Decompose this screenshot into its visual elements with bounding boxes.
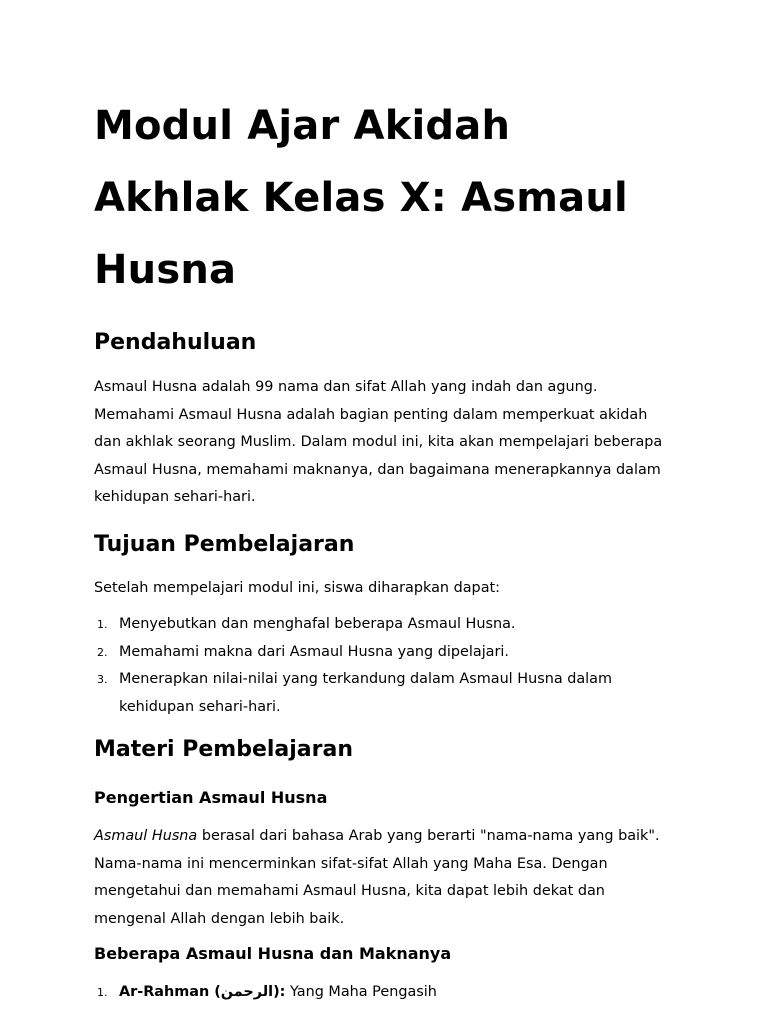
name-meaning: Yang Maha Pengasih [285, 984, 437, 1000]
paragraph-pendahuluan: Asmaul Husna adalah 99 nama dan sifat Allah yang indah dan agung. Memahami Asmaul Husna adalah bagian penting dalam memperkuat akidah dan akhlak seorang Muslim. Dalam modul ini, kita akan mempelajari beberapa Asmaul Husna, memahami maknanya, dan bagaimana menerapkannya dalam kehidupan sehari-hari. [94, 379, 663, 505]
paragraph-pengertian [94, 823, 674, 933]
list-number: 3. [97, 673, 108, 686]
list-number: 1. [97, 986, 108, 999]
subheading-beberapa-asmaul-husna: Beberapa Asmaul Husna dan Maknanya [94, 944, 452, 963]
paragraph-tujuan-intro: Setelah mempelajari modul ini, siswa diharapkan dapat: [94, 579, 501, 596]
goals-list [94, 611, 674, 721]
name-label [119, 984, 285, 1000]
heading-pendahuluan: Pendahuluan [94, 330, 257, 355]
name-close: ): [273, 984, 286, 1000]
heading-materi-pembelajaran: Materi Pembelajaran [94, 737, 353, 762]
name-arabic: الرحمن [220, 984, 274, 1000]
list-number: 1. [97, 618, 108, 631]
list-number: 2. [97, 645, 108, 659]
list-item-text: Memahami makna dari Asmaul Husna yang dipelajari. [119, 643, 509, 660]
subheading-pengertian: Pengertian Asmaul Husna [94, 788, 328, 807]
list-item [94, 611, 674, 639]
document-title: Modul Ajar Akidah Akhlak Kelas X: Asmaul Husna [94, 103, 628, 293]
name-latin: Ar-Rahman ( [119, 984, 221, 1000]
heading-tujuan-pembelajaran: Tujuan Pembelajaran [94, 531, 355, 557]
list-item-text: Menyebutkan dan menghafal beberapa Asmaul Husna. [119, 616, 516, 632]
asmaul-husna-list [94, 979, 674, 1007]
list-item [94, 979, 674, 1007]
paragraph-pengertian-text: berasal dari bahasa Arab yang berarti "nama-nama yang baik". Nama-nama ini mencerminkan sifat-sifat Allah yang Maha Esa. Dengan mengetahui dan memahami Asmaul Husna, kita dapat lebih dekat dan mengenal Allah dengan lebih baik. [94, 828, 660, 927]
list-item [94, 639, 674, 667]
list-item [94, 666, 674, 721]
term-asmaul-husna: Asmaul Husna [94, 828, 198, 844]
list-item-text: Menerapkan nilai-nilai yang terkandung dalam Asmaul Husna dalam kehidupan sehari-hari. [119, 671, 612, 715]
